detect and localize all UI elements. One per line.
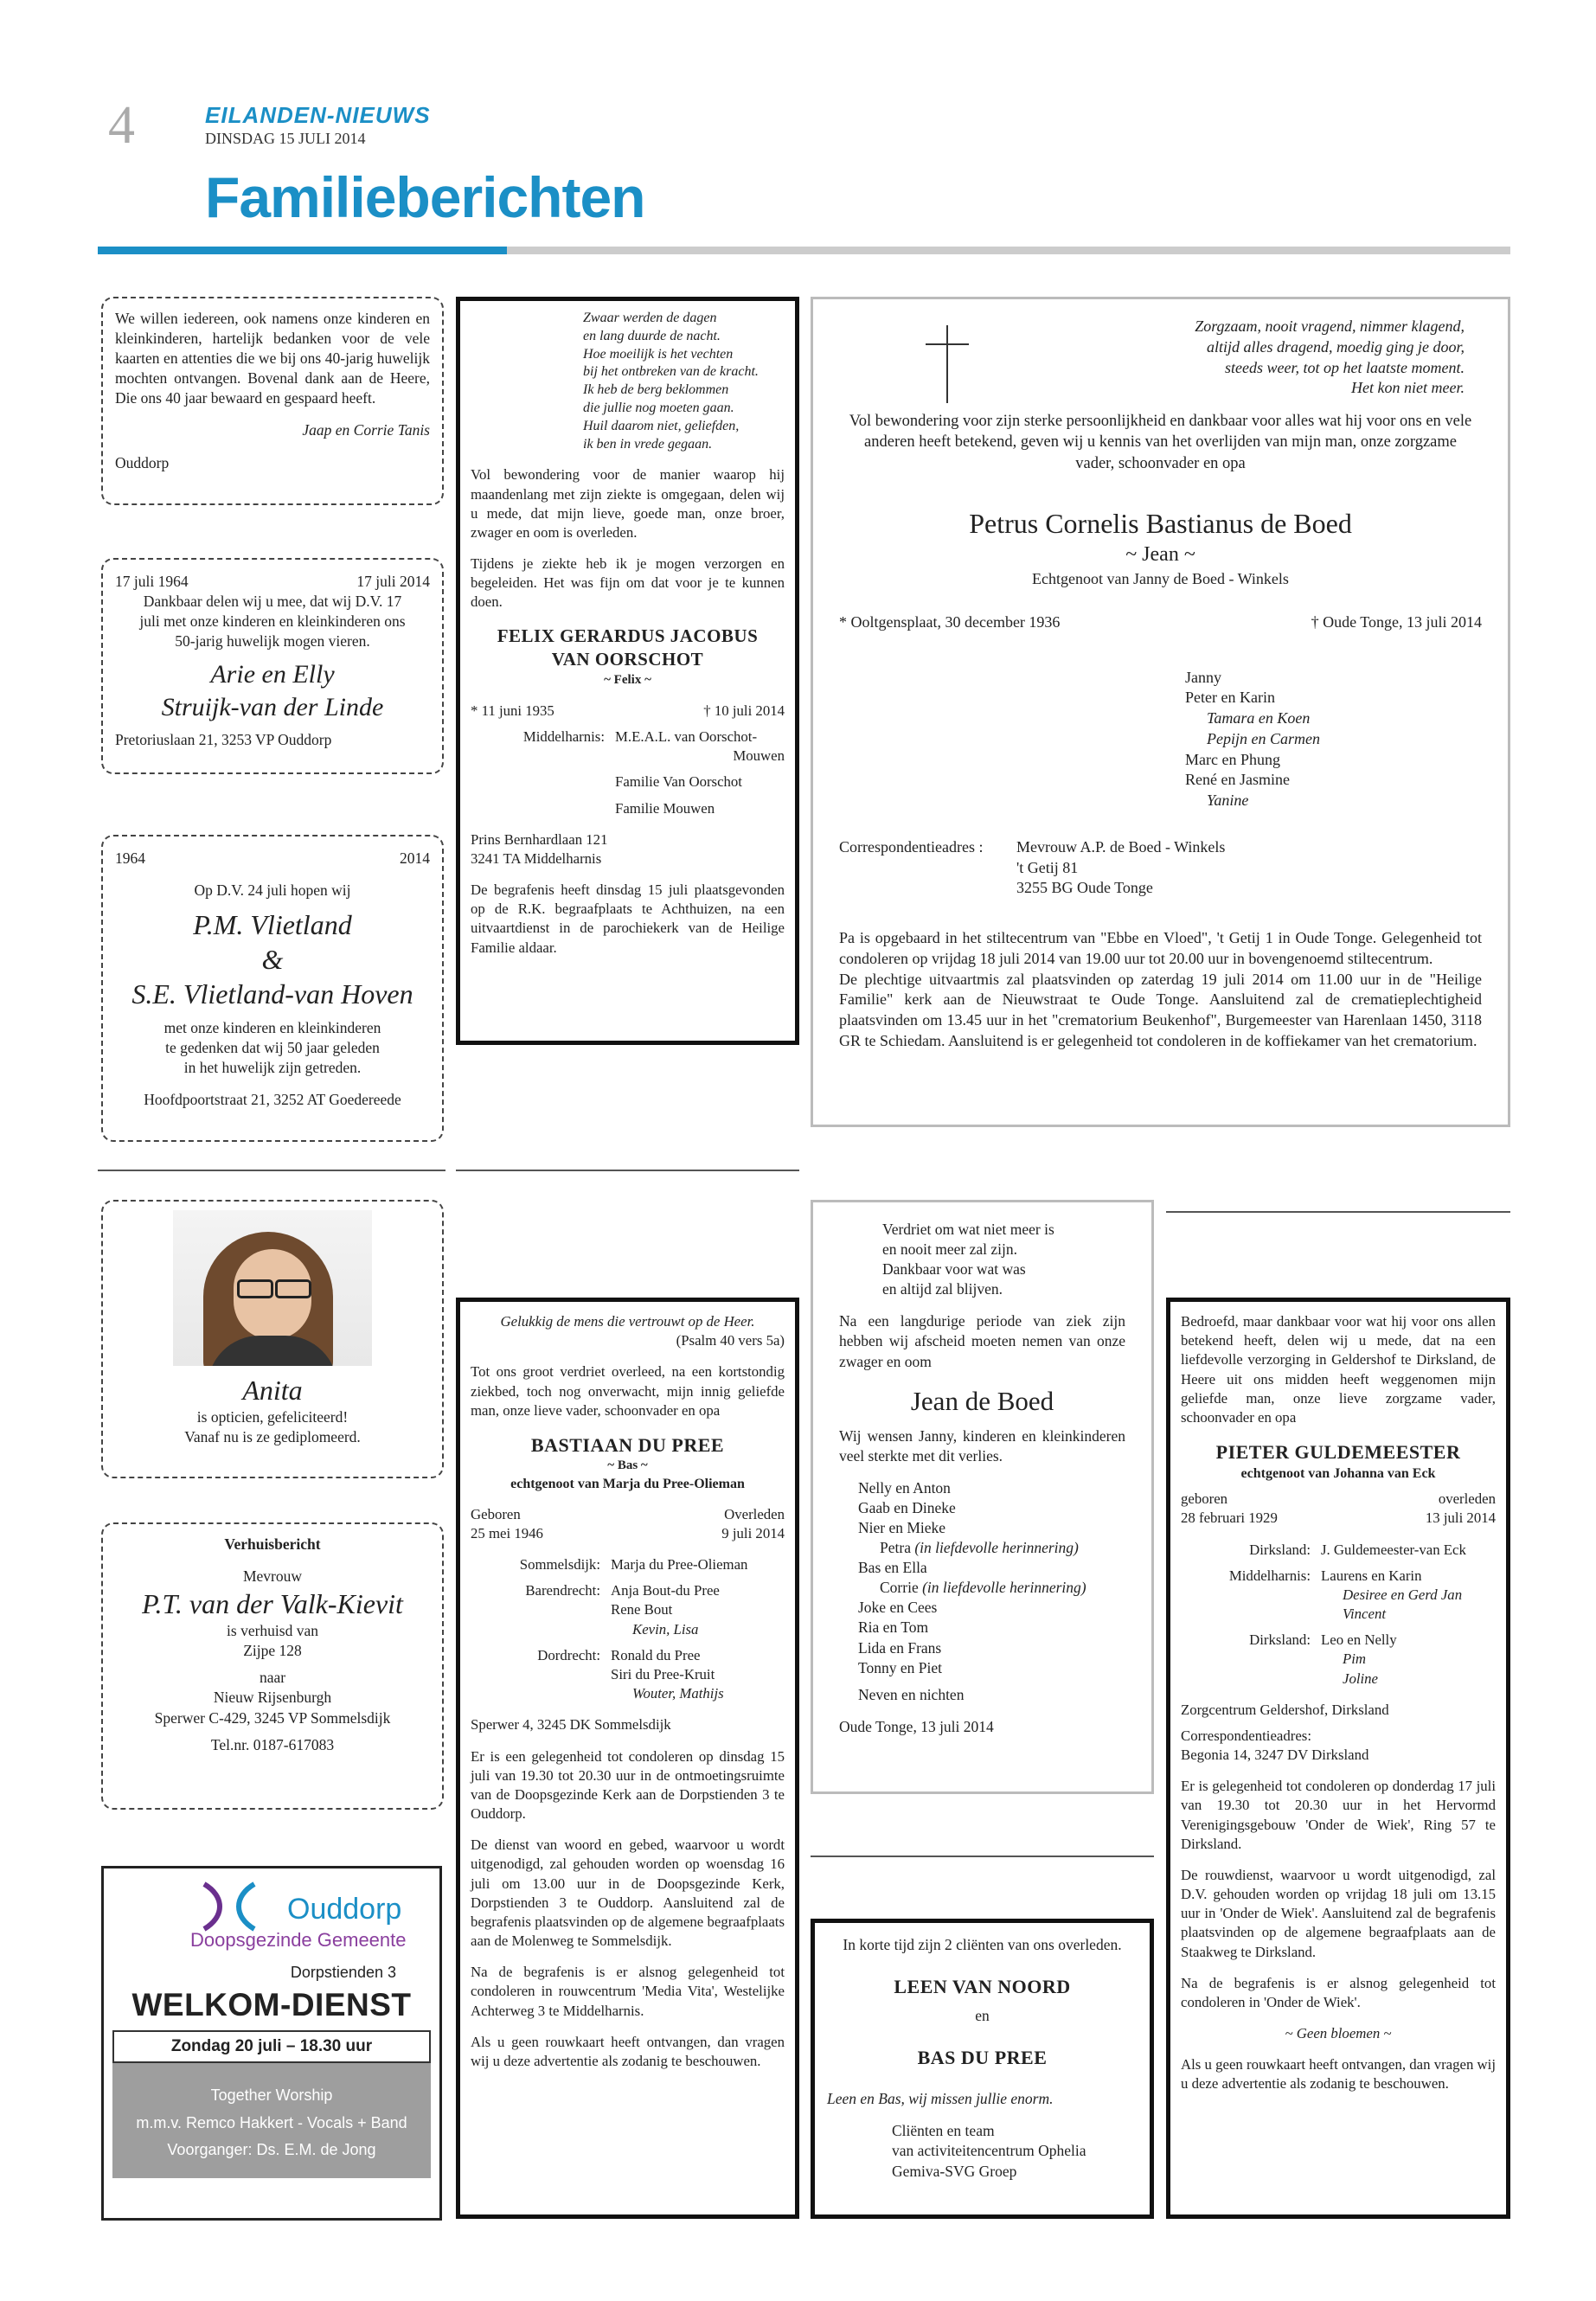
grandchildren: Kevin, Lisa bbox=[632, 1620, 699, 1638]
obituary-de-boed bbox=[811, 297, 1510, 1127]
family-member: Gaab en Dineke bbox=[858, 1498, 956, 1516]
ad-line-3: in het huwelijk zijn getreden. bbox=[183, 1059, 362, 1077]
paragraph-1: Bedroefd, maar dankbaar voor wat hij voor ons allen betekend heeft, delen wij u mede, dat na een liefdevolle verzorging in Geldershof te Dirksland, de Heere uit ons midden heeft weggenomen mijn geliefde man, onze lieve zorgzame vader, schoonvader en opa bbox=[1181, 1313, 1496, 1426]
to-label: naar bbox=[259, 1669, 286, 1687]
memorial-name: Petra bbox=[880, 1539, 911, 1557]
family-member: Nier en Mieke bbox=[858, 1518, 946, 1536]
poem-line: steeds weer, tot op het laatste moment. bbox=[1225, 358, 1465, 376]
poem-line: Dankbaar voor wat was bbox=[882, 1260, 1026, 1279]
masthead-logo: EILANDEN-NIEUWS bbox=[205, 102, 431, 128]
poem-line: Huil daarom niet, geliefden, bbox=[583, 418, 740, 433]
family-member: J. Guldemeester-van Eck bbox=[1321, 1541, 1466, 1558]
deceased-nickname: ~ Felix ~ bbox=[604, 673, 651, 688]
new-address: Sperwer C-429, 3245 VP Sommelsdijk bbox=[154, 1708, 391, 1727]
family-member: Rene Bout bbox=[611, 1601, 673, 1618]
family-address: Sperwer 4, 3245 DK Sommelsdijk bbox=[471, 1716, 671, 1734]
family-member: Bas en Ella bbox=[858, 1559, 927, 1577]
couple-name-2: S.E. Vlietland-van Hoven bbox=[131, 978, 413, 1010]
poem-line: Ik heb de berg beklommen bbox=[583, 382, 729, 398]
family-member: Ria en Tom bbox=[858, 1618, 929, 1637]
ad-text: We willen iedereen, ook namens onze kinderen en kleinkinderen, hartelijk bedanken voor de vele kaarten en attenties die we bij ons 40-jarig huwelijk mochten ontvangen. Bovenal dank aan de Heere, Die ons 40 jaar bewaard en gespaard heeft. bbox=[115, 310, 430, 407]
family-member: Leo en Nelly bbox=[1321, 1631, 1397, 1649]
poem-line: ik ben in vrede gegaan. bbox=[583, 436, 713, 452]
deceased-name-1: FELIX GERARDUS JACOBUS bbox=[497, 625, 759, 646]
ad-title: Verhuisbericht bbox=[224, 1535, 321, 1553]
poem-line: Het kon niet meer. bbox=[1351, 379, 1465, 397]
family-list bbox=[471, 727, 785, 818]
couple-name-2: Struijk-van der Linde bbox=[161, 692, 384, 721]
paragraph-2: Wij wensen Janny, kinderen en kleinkinderen veel sterkte met dit verlies. bbox=[839, 1426, 1125, 1465]
ad-line-1: met onze kinderen en kleinkinderen bbox=[163, 1019, 381, 1037]
family-member: Janny bbox=[1185, 668, 1221, 686]
old-address: Zijpe 128 bbox=[243, 1642, 302, 1660]
intro: Vol bewondering voor zijn sterke persoonlijkheid en dankbaar voor alles wat hij voor ons en vele anderen heeft betekend, geven wij u kennis van het overlijden van mijn man, onze zorgzame vader, schoonvader en opa bbox=[849, 413, 1472, 472]
paragraph-2: Tijdens je ziekte heb ik je mogen verzorgen en begeleiden. Het was fijn om dat voor je te kunnen doen. bbox=[471, 555, 785, 611]
church-logo bbox=[104, 1868, 439, 1964]
poem-line: Zwaar werden de dagen bbox=[583, 311, 717, 325]
signature bbox=[827, 2121, 1138, 2181]
ad-place: Ouddorp bbox=[115, 453, 170, 471]
deceased-nickname: ~ Jean ~ bbox=[1125, 543, 1195, 567]
ad-address: Pretoriuslaan 21, 3253 VP Ouddorp bbox=[115, 731, 332, 749]
signature-line: Cliënten en team bbox=[892, 2122, 995, 2140]
death-info: † Oude Tonge, 13 juli 2014 bbox=[1311, 612, 1482, 631]
service-line-1: Together Worship bbox=[210, 2086, 333, 2104]
and-label: en bbox=[975, 2007, 990, 2025]
year-right: 2014 bbox=[400, 849, 430, 867]
grandchildren: Tamara en Koen bbox=[1207, 709, 1311, 727]
birth-info: * Ooltgensplaat, 30 december 1936 bbox=[839, 612, 1061, 631]
died-label: overleden bbox=[1438, 1490, 1496, 1508]
spouse-line: echtgenoot van Johanna van Eck bbox=[1240, 1466, 1436, 1482]
family-member: Anja Bout-du Pree bbox=[611, 1582, 720, 1599]
deceased-nickname: ~ Bas ~ bbox=[607, 1458, 648, 1472]
intro: In korte tijd zijn 2 cliënten van ons overleden. bbox=[843, 1936, 1122, 1953]
family-member: Familie Mouwen bbox=[615, 799, 715, 817]
quote: Leen en Bas, wij missen jullie enorm. bbox=[827, 2090, 1054, 2108]
family-member: Familie Van Oorschot bbox=[615, 773, 742, 791]
ad-congrats-anita bbox=[101, 1200, 444, 1478]
corr-line: 3255 BG Oude Tonge bbox=[1016, 879, 1153, 897]
family-list bbox=[471, 1555, 785, 1703]
moved-from-label: is verhuisd van bbox=[227, 1622, 318, 1640]
motto: Gelukkig de mens die vertrouwt op de Heer. bbox=[500, 1313, 755, 1330]
family-member: Lida en Frans bbox=[858, 1638, 942, 1657]
obituary-du-pree bbox=[456, 1298, 799, 2219]
title-rule bbox=[507, 247, 1510, 254]
deceased-name-1: LEEN VAN NOORD bbox=[894, 1976, 1071, 1998]
family-member: Nelly en Anton bbox=[858, 1478, 951, 1497]
family-place: Barendrecht: bbox=[525, 1582, 600, 1599]
grandchildren: Desiree en Gerd Jan bbox=[1343, 1586, 1463, 1603]
paragraph-5: Als u geen rouwkaart heeft ontvangen, dan vragen wij u deze advertentie als zodanig te beschouwen. bbox=[1181, 2056, 1496, 2093]
column-divider bbox=[456, 1170, 799, 1171]
page-number: 4 bbox=[108, 96, 135, 155]
poem-line: Zorgzaam, nooit vragend, nimmer klagend, bbox=[1195, 317, 1465, 335]
born-label: geboren bbox=[1181, 1490, 1228, 1508]
column-divider bbox=[98, 1170, 445, 1171]
family-place: Dordrecht: bbox=[537, 1646, 600, 1663]
ad-anniversary-vlietland bbox=[101, 835, 444, 1142]
new-place: Nieuw Rijsenburgh bbox=[213, 1689, 332, 1707]
family-group bbox=[471, 1646, 785, 1704]
family-place: Sommelsdijk: bbox=[519, 1556, 600, 1574]
service-date: Zondag 20 juli – 18.30 uur bbox=[112, 2030, 431, 2063]
family-member: Ronald du Pree bbox=[611, 1646, 701, 1663]
person-name: Anita bbox=[242, 1375, 303, 1406]
paragraph-5: Als u geen rouwkaart heeft ontvangen, dan vragen wij u deze advertentie als zodanig te beschouwen. bbox=[471, 2033, 785, 2069]
paragraph-1: Tot ons groot verdriet overleed, na een kortstondig ziekbed, toch nog onverwacht, mijn innig geliefde man, onze lieve vader, schoonvader en opa bbox=[471, 1363, 785, 1419]
family-member: Peter en Karin bbox=[1185, 689, 1275, 707]
deceased-name: Petrus Cornelis Bastianus de Boed bbox=[969, 508, 1352, 540]
family-group bbox=[471, 1555, 785, 1574]
ad-anniversary-struijk bbox=[101, 558, 444, 774]
section-title: Familieberichten bbox=[205, 165, 645, 229]
spouse-line: echtgenoot van Marja du Pree-Olieman bbox=[510, 1476, 745, 1491]
paragraph-3: De dienst van woord en gebed, waarvoor u wordt uitgenodigd, zal gehouden worden op woensdag 16 juli om 13.00 uur in de Doopsgezinde Kerk, Dorpstienden 3 te Ouddorp. Aansluitend zal de begrafenis plaatsvinden op de algemene begraafplaats aan de Molenweg te Sommelsdijk. bbox=[471, 1836, 785, 1950]
deceased-name-2: VAN OORSCHOT bbox=[551, 649, 704, 670]
paragraph-4: Na de begrafenis is er alsnog gelegenheid tot condoleren in 'Onder de Wiek'. bbox=[1181, 1974, 1496, 2010]
obituary-ophelia bbox=[811, 1919, 1154, 2219]
family-member: Mouwen bbox=[733, 747, 785, 765]
ad-address: Hoofdpoortstraat 21, 3252 AT Goedereede bbox=[144, 1091, 401, 1109]
paragraph-2: Er is gelegenheid tot condoleren op donderdag 17 juli van 19.30 tot 20.30 uur in het Hervormd Verenigingsgebouw 'Onder de Wiek', Ring 57 te Dirksland. bbox=[1181, 1778, 1496, 1852]
family-place: Middelharnis: bbox=[522, 727, 605, 745]
birth-date: 25 mei 1946 bbox=[471, 1524, 543, 1541]
family-group bbox=[1181, 1541, 1496, 1560]
family-list bbox=[1181, 1541, 1496, 1689]
couple-name-1: Arie en Elly bbox=[210, 660, 335, 689]
memorial-note: (in liefdevolle herinnering) bbox=[914, 1539, 1079, 1557]
couple-name-1: P.M. Vlietland bbox=[193, 909, 352, 941]
salutation: Mevrouw bbox=[242, 1567, 303, 1586]
ad-church-service bbox=[101, 1866, 442, 2221]
poem-line: Hoe moeilijk is het vechten bbox=[583, 346, 734, 362]
deceased-name-2: BAS DU PREE bbox=[917, 2047, 1048, 2069]
memorial-note: (in liefdevolle herinnering) bbox=[922, 1579, 1086, 1597]
ad-line-1: is opticien, gefeliciteerd! bbox=[196, 1408, 349, 1426]
correspondence-address bbox=[839, 837, 1482, 899]
service-line-2: m.m.v. Remco Hakkert - Vocals + Band bbox=[136, 2113, 407, 2131]
anita-photo bbox=[173, 1210, 372, 1366]
grandchildren: Wouter, Mathijs bbox=[632, 1685, 724, 1702]
obituary-jean-de-boed bbox=[811, 1200, 1154, 1794]
grandchildren: Yanine bbox=[1207, 792, 1249, 810]
ampersand: & bbox=[261, 944, 284, 976]
family-member: Marja du Pree-Olieman bbox=[611, 1556, 748, 1574]
family-member: Siri du Pree-Kruit bbox=[611, 1666, 715, 1682]
paragraph-1: Na een langdurige periode van ziek zijn hebben wij afscheid moeten nemen van onze zwager en oom bbox=[839, 1312, 1125, 1370]
corr-line: 't Getij 81 bbox=[1016, 858, 1079, 876]
address-line-2: 3241 TA Middelharnis bbox=[471, 849, 602, 867]
ad-signature: Jaap en Corrie Tanis bbox=[302, 421, 430, 439]
signature-line: van activiteitencentrum Ophelia bbox=[892, 2142, 1086, 2160]
service-title: WELKOM-DIENST bbox=[131, 1987, 412, 2022]
signature-line: Gemiva-SVG Groep bbox=[892, 2162, 1017, 2180]
cross-icon bbox=[926, 325, 969, 403]
date-right: 17 juli 2014 bbox=[356, 573, 430, 590]
ad-text: Dankbaar delen wij u mee, dat wij D.V. 17 juli met onze kinderen en kleinkinderen ons 50-jarig huwelijk mogen vieren. bbox=[139, 593, 406, 651]
birth-date: * 11 juni 1935 bbox=[471, 702, 554, 719]
born-label: Geboren bbox=[471, 1505, 521, 1522]
logo-subtitle: Doopsgezinde Gemeente bbox=[190, 1929, 407, 1951]
family-member: Laurens en Karin bbox=[1321, 1567, 1422, 1584]
column-divider bbox=[1166, 1211, 1510, 1213]
poem-line: bij het ontbreken van de kracht. bbox=[583, 364, 759, 380]
obituary-guldemeester bbox=[1166, 1298, 1510, 2219]
ad-line-2: te gedenken dat wij 50 jaar geleden bbox=[165, 1039, 380, 1057]
death-date: † 10 juli 2014 bbox=[703, 702, 785, 719]
grandchildren: Pim bbox=[1343, 1650, 1367, 1668]
care-home: Zorgcentrum Geldershof, Dirksland bbox=[1181, 1701, 1389, 1718]
family-list bbox=[839, 1478, 1125, 1705]
church-logo-icon bbox=[199, 1879, 260, 1934]
grandchildren: Vincent bbox=[1343, 1606, 1387, 1623]
grandchildren: Joline bbox=[1343, 1670, 1379, 1687]
poem bbox=[471, 310, 785, 453]
birth-date: 28 februari 1929 bbox=[1181, 1509, 1278, 1527]
deceased-name: PIETER GULDEMEESTER bbox=[1215, 1441, 1461, 1464]
issue-date: DINSDAG 15 JULI 2014 bbox=[205, 130, 366, 147]
family-place: Middelharnis: bbox=[1228, 1567, 1311, 1584]
paragraph-2: De plechtige uitvaartmis zal plaatsvinden op zaterdag 19 juli 2014 om 11.00 uur in de "Heilige Familie" kerk aan de Nieuwstraat te Oude Tonge. Aansluitend zal de crematieplechtigheid plaatsvinden om 13.45 uur in het "crematorium Beukenhof", Burgemeester van Harenlaan 1450, 3118 GR te Schiedam. Aansluitend is er gelegenheid tot condoleren in de koffiekamer van het crematorium. bbox=[839, 970, 1482, 1049]
poem-line: altijd alles dragend, moedig ging je door, bbox=[1207, 337, 1465, 356]
year-left: 1964 bbox=[115, 849, 145, 867]
date-left: 17 juli 1964 bbox=[115, 573, 189, 590]
corr-label: Correspondentieadres: bbox=[1181, 1727, 1311, 1744]
corr-label: Correspondentieadres : bbox=[839, 837, 984, 856]
ad-intro: Op D.V. 24 juli hopen wij bbox=[194, 881, 351, 900]
poem-line: Verdriet om wat niet meer is bbox=[882, 1221, 1054, 1238]
poem bbox=[839, 1220, 1125, 1299]
grandchildren: Pepijn en Carmen bbox=[1207, 729, 1320, 747]
corr-address: Begonia 14, 3247 DV Dirksland bbox=[1181, 1747, 1369, 1764]
service-details bbox=[112, 2063, 431, 2178]
family-place: Dirksland: bbox=[1249, 1631, 1311, 1649]
paragraph-3: De rouwdienst, waarvoor u wordt uitgenodigd, zal D.V. gehouden worden op vrijdag 18 juli om 13.15 uur in 'Onder de Wiek'. Aansluitend zal de begrafenis plaatsvinden op de algemene begraafplaats aan de Staakweg te Dirksland. bbox=[1181, 1866, 1496, 1960]
poem-line: en altijd zal blijven. bbox=[882, 1280, 1003, 1298]
column-divider bbox=[811, 1856, 1154, 1857]
family-member: Neven en nichten bbox=[858, 1685, 965, 1703]
family-member: Tonny en Piet bbox=[858, 1658, 942, 1676]
paragraph-4: Na de begrafenis is er alsnog gelegenheid tot condoleren in rouwcentrum 'Media Vita', Westelijke Achterweg 3 te Middelharnis. bbox=[471, 1964, 785, 2019]
title-rule-accent bbox=[98, 247, 507, 254]
logo-name: Ouddorp bbox=[287, 1893, 402, 1926]
person-name: P.T. van der Valk-Kievit bbox=[142, 1588, 403, 1620]
no-flowers-note: ~ Geen bloemen ~ bbox=[1285, 2025, 1392, 2042]
address-line-1: Prins Bernhardlaan 121 bbox=[471, 830, 608, 848]
poem-line: en nooit meer zal zijn. bbox=[882, 1240, 1017, 1259]
memorial-name: Corrie bbox=[880, 1579, 919, 1597]
ad-line-2: Vanaf nu is ze gediplomeerd. bbox=[184, 1428, 361, 1446]
deceased-name: BASTIAAN DU PREE bbox=[530, 1433, 725, 1456]
family-member: M.E.A.L. van Oorschot- bbox=[615, 727, 758, 745]
family-place: Dirksland: bbox=[1249, 1541, 1311, 1558]
ad-anniversary-tanis bbox=[101, 297, 444, 505]
family-list bbox=[839, 668, 1482, 811]
family-member: René en Jasmine bbox=[1185, 771, 1290, 789]
corr-line: Mevrouw A.P. de Boed - Winkels bbox=[1016, 837, 1226, 856]
paragraph-3: De begrafenis heeft dinsdag 15 juli plaatsgevonden op de R.K. begraafplaats te Achthuizen, na een uitvaartdienst in de parochiekerk van de Heilige Familie aldaar. bbox=[471, 881, 785, 956]
phone-number: Tel.nr. 0187-617083 bbox=[210, 1735, 335, 1753]
ad-moving-notice bbox=[101, 1522, 444, 1810]
service-line-3: Voorganger: Ds. E.M. de Jong bbox=[167, 2141, 376, 2158]
death-date: 9 juli 2014 bbox=[721, 1524, 785, 1541]
family-group bbox=[471, 1581, 785, 1639]
spouse-line: Echtgenoot van Janny de Boed - Winkels bbox=[1032, 570, 1289, 588]
poem-line: die jullie nog moeten gaan. bbox=[583, 400, 734, 415]
psalm-reference: (Psalm 40 vers 5a) bbox=[676, 1332, 785, 1349]
family-member: Marc en Phung bbox=[1185, 750, 1280, 768]
paragraph-1: Pa is opgebaard in het stiltecentrum van "Ebbe en Vloed", 't Getij 1 in Oude Tonge. Gelegenheid tot condoleren op vrijdag 18 juli 2014 van 19.00 uur tot 20.00 uur in bovengenoemd stiltecentrum. bbox=[839, 929, 1482, 967]
paragraph-2: Er is een gelegenheid tot condoleren op dinsdag 15 juli van 19.30 tot 20.30 uur in de ontmoetingsruimte van de Doopsgezinde Kerk aan de Dorpstienden 3 te Ouddorp. bbox=[471, 1747, 785, 1823]
family-group bbox=[1181, 1567, 1496, 1625]
paragraph-1: Vol bewondering voor de manier waarop hij maandenlang met zijn ziekte is omgegaan, delen wij u mede, dat mijn lieve, goede man, onze broer, zwager en oom is overleden. bbox=[471, 466, 785, 541]
deceased-name: Jean de Boed bbox=[910, 1385, 1054, 1416]
obituary-van-oorschot bbox=[456, 297, 799, 1045]
died-label: Overleden bbox=[724, 1505, 785, 1522]
place-date: Oude Tonge, 13 juli 2014 bbox=[839, 1717, 994, 1735]
family-member: Joke en Cees bbox=[858, 1599, 938, 1617]
family-group bbox=[1181, 1631, 1496, 1689]
poem-line: en lang duurde de nacht. bbox=[583, 328, 721, 343]
church-address: Dorpstienden 3 bbox=[290, 1964, 396, 1981]
death-date: 13 juli 2014 bbox=[1425, 1509, 1496, 1527]
